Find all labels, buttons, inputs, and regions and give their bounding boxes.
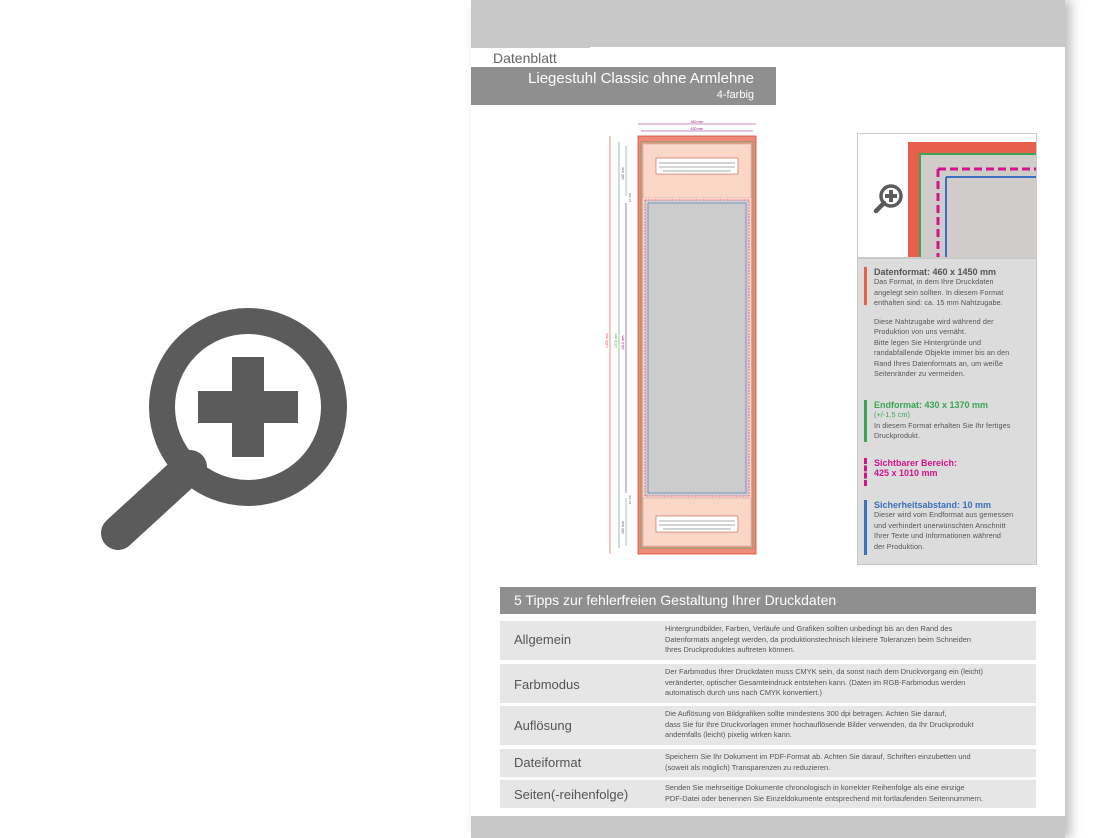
magnifier-plus-icon[interactable] <box>100 295 360 555</box>
product-title-bar <box>471 67 776 105</box>
legend-endformat-line: Druckprodukt. <box>874 431 921 440</box>
tip-text-line: automatisch durch uns nach CMYK konvertiert.) <box>665 688 822 697</box>
legend-bar-sichtbar <box>864 458 867 486</box>
dim-top-band: 180 mm <box>621 167 625 180</box>
dim-gap-bottom: 10 mm <box>628 494 632 504</box>
legend-bar-sicherheit <box>864 500 867 555</box>
legend-bar-datenformat <box>864 267 867 305</box>
tip-text-line: veränderter, optischer Gesamteindruck entstehen kann. (Daten im RGB-Farbmodus werden <box>665 677 966 687</box>
legend-datenformat-line: Seitenränder zu vermeiden. <box>874 369 965 378</box>
format-diagram <box>601 118 771 560</box>
legend-sicherheit-line: und verhindert unerwünschten Anschnitt <box>874 520 1006 530</box>
legend-datenformat-line: Bitte legen Sie Hintergründe und <box>874 337 982 347</box>
dim-height-outer: 1450 mm <box>605 333 609 348</box>
tip-text-line: andernfalls (leicht) pixelig wirken kann. <box>665 730 792 739</box>
legend-datenformat-line: enthalten sind: ca. 15 mm Nahtzugabe. <box>874 298 1003 307</box>
legend-datenformat-line: Diese Nahtzugabe wird während der <box>874 316 994 326</box>
tip-text <box>665 752 1028 773</box>
legend-sichtbar <box>864 458 1032 478</box>
dim-width-outer: 460 mm <box>690 120 704 124</box>
legend-datenformat-line: randabfallende Objekte immer bis an den <box>874 348 1010 357</box>
tip-row-seitenreihenfolge <box>500 780 1036 808</box>
bottom-band <box>471 816 1065 838</box>
top-band <box>471 0 1065 47</box>
legend-sicherheit-line: der Produktion. <box>874 541 925 551</box>
tip-row-dateiformat <box>500 749 1036 777</box>
tips-header: 5 Tipps zur fehlerfreien Gestaltung Ihrer Druckdaten <box>500 587 1036 614</box>
legend-sicherheit-title: Sicherheitsabstand: 10 mm <box>874 500 992 510</box>
dim-height-visible: 1010 mm <box>621 335 625 350</box>
dim-bottom-band: 180 mm <box>621 521 625 534</box>
legend-endformat-title: Endformat: 430 x 1370 mm <box>874 400 989 410</box>
datasheet-tab-label: Datenblatt <box>471 47 590 68</box>
dim-width-inner: 430 mm <box>690 127 704 131</box>
tip-text-line: Speichern Sie Ihr Dokument im PDF-Format ab. Achten Sie darauf, Schriften einzubetten und <box>665 752 971 761</box>
legend-endformat <box>864 400 1032 442</box>
tip-text-line: Die Auflösung von Bildgrafiken sollte mindestens 300 dpi betragen. Achten Sie darauf, <box>665 709 947 718</box>
corner-detail-zoom[interactable] <box>857 133 1037 258</box>
legend-sicherheit-line: Ihrer Texte und Informationen während <box>874 531 1002 540</box>
datasheet-page <box>471 0 1065 838</box>
legend-datenformat-line: angelegt sein sollten. In diesem Format <box>874 287 1004 297</box>
legend-datenformat-title: Datenformat: 460 x 1450 mm <box>874 267 997 277</box>
tip-text <box>665 624 1028 656</box>
legend-sichtbar-size: 425 x 1010 mm <box>874 468 938 478</box>
legend-datenformat-line: Das Format, in dem Ihre Druckdaten <box>874 277 994 286</box>
tip-row-allgemein <box>500 621 1036 660</box>
tip-row-aufloesung <box>500 706 1036 745</box>
tip-text <box>665 709 1028 741</box>
legend-sicherheit <box>864 500 1032 552</box>
legend-datenformat-line <box>874 309 1032 317</box>
legend-endformat-tolerance: (+/-1,5 cm) <box>874 410 911 419</box>
tip-text-line: Der Farbmodus Ihrer Druckdaten muss CMYK sein, da sonst nach dem Druckvorgang ein (leicht) <box>665 667 983 676</box>
tip-label: Auflösung <box>514 718 572 733</box>
tip-text-line: dass Sie für Ihre Druckvorlagen immer hochauflösende Bilder verwenden, da Ihr Druckprodukt <box>665 719 974 729</box>
format-legend <box>857 258 1037 565</box>
tip-row-farbmodus <box>500 664 1036 703</box>
tip-label: Dateiformat <box>514 755 582 770</box>
legend-sichtbar-title: Sichtbarer Bereich: <box>874 458 958 468</box>
legend-endformat-line: In diesem Format erhalten Sie Ihr fertiges <box>874 420 1011 430</box>
tip-label: Farbmodus <box>514 677 580 692</box>
tip-label: Seiten(-reihenfolge) <box>514 787 629 802</box>
legend-sicherheit-line: Dieser wird vom Endformat aus gemessen <box>874 510 1014 519</box>
tip-text-line: Senden Sie mehrseitige Dokumente chronologisch in korrekter Reihenfolge als eine einzige <box>665 783 965 792</box>
product-subtitle: 4-farbig <box>716 89 754 101</box>
product-title: Liegestuhl Classic ohne Armlehne <box>528 70 754 87</box>
tip-text-line: Hintergrundbilder, Farben, Verläufe und Grafiken sollten unbedingt bis an den Rand des <box>665 624 953 633</box>
dim-gap-top: 10 mm <box>628 192 632 202</box>
tip-text <box>665 783 1028 804</box>
tip-text-line: PDF-Datei oder benennen Sie Einzeldokumente entsprechend mit fortlaufenden Seitennummern. <box>665 793 983 803</box>
legend-datenformat <box>864 267 1032 380</box>
magnifier-plus-icon[interactable] <box>872 182 904 216</box>
tip-text-line: Ihres Druckproduktes auftreten können. <box>665 645 795 654</box>
legend-datenformat-line: Rand Ihres Datenformats an, um weiße <box>874 358 1004 368</box>
legend-datenformat-line: Produktion von uns vernäht. <box>874 327 967 336</box>
legend-bar-endformat <box>864 400 867 442</box>
tip-text <box>665 667 1028 699</box>
tip-text-line: (soweit als möglich) Transparenzen zu reduzieren. <box>665 762 831 772</box>
dim-height-inner: 1370 mm <box>614 333 618 348</box>
tip-text-line: Datenformats angelegt werden, da produktionstechnisch kleinere Toleranzen beim Schneiden <box>665 634 971 644</box>
tip-label: Allgemein <box>514 632 572 647</box>
